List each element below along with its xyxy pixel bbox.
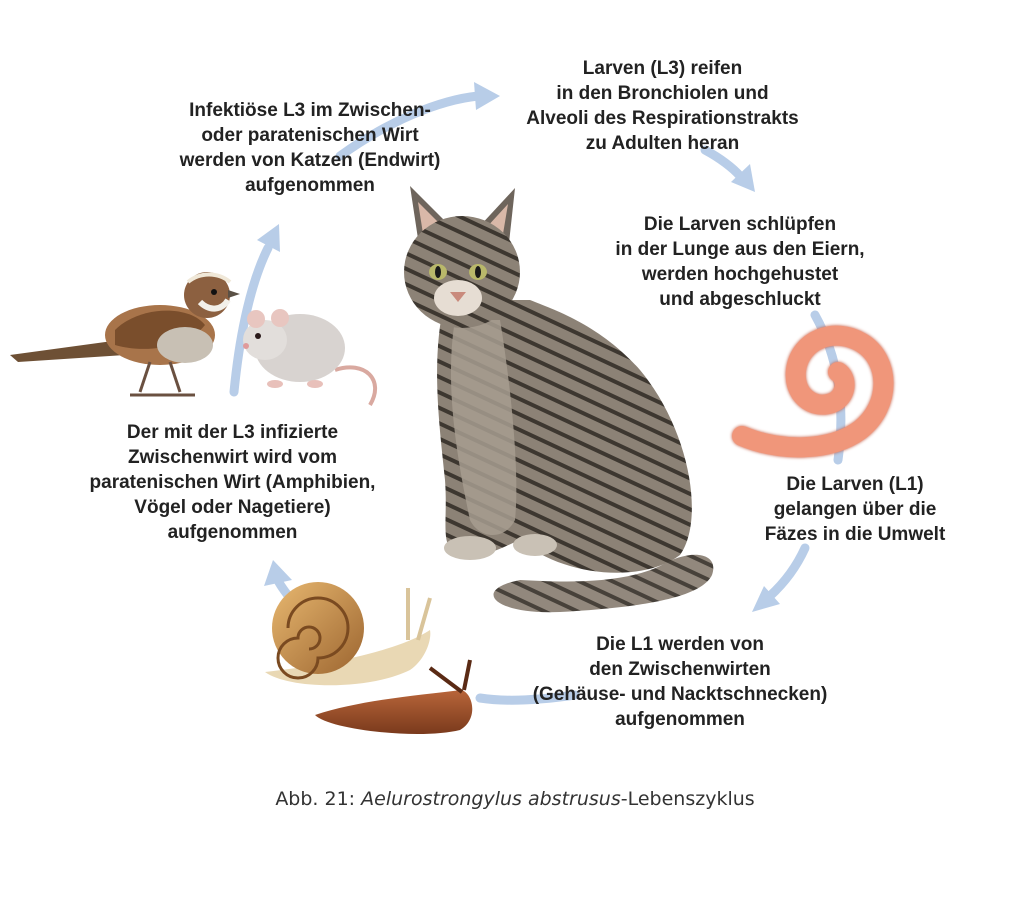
label-line: Vögel oder Nagetiere) xyxy=(134,497,331,518)
bird-leg xyxy=(130,362,195,395)
label-line: aufgenommen xyxy=(245,175,375,196)
cat-pupil xyxy=(435,266,441,278)
label-line: und abgeschluckt xyxy=(659,289,821,310)
label-line: Infektiöse L3 im Zwischen- xyxy=(189,100,431,121)
caption-suffix: -Lebenszyklus xyxy=(620,788,755,810)
label-line: Larven (L3) reifen xyxy=(582,58,743,79)
step-label-l1-feces xyxy=(740,472,970,547)
step-label-larvae-mature-in-lung xyxy=(500,56,825,156)
caption-species: Aelurostrongylus abstrusus xyxy=(361,788,621,810)
mouse-foot xyxy=(307,380,323,388)
label-line: in den Bronchiolen und xyxy=(556,83,769,104)
label-line: Der mit der L3 infizierte xyxy=(126,422,339,443)
label-line: gelangen über die xyxy=(773,499,937,520)
bird-image xyxy=(10,272,240,395)
mouse-nose xyxy=(243,343,249,349)
cat-paw xyxy=(444,536,496,560)
label-line: in der Lunge aus den Eiern, xyxy=(615,239,865,260)
label-line: Fäzes in die Umwelt xyxy=(764,524,946,545)
label-line: den Zwischenwirten xyxy=(589,659,771,680)
label-line: Die Larven schlüpfen xyxy=(643,214,837,235)
figure-caption xyxy=(0,788,1030,810)
bird-beak xyxy=(228,290,240,298)
cycle-arrowhead xyxy=(264,560,292,586)
larva-worm-image xyxy=(742,336,884,448)
mouse-foot xyxy=(267,380,283,388)
label-line: oder paratenischen Wirt xyxy=(201,125,419,146)
label-line: aufgenommen xyxy=(615,709,745,730)
caption-prefix: Abb. 21: xyxy=(275,788,362,810)
label-line: paratenischen Wirt (Amphibien, xyxy=(89,472,376,493)
mouse-tail xyxy=(335,367,375,405)
slug-tentacle xyxy=(430,660,470,692)
cycle-arrowhead xyxy=(474,82,500,110)
step-label-paratenic-host xyxy=(55,420,410,545)
mouse-image xyxy=(243,309,375,405)
label-line: Die L1 werden von xyxy=(596,634,764,655)
mouse-ear xyxy=(247,310,265,328)
cat-pupil xyxy=(475,266,481,278)
slug-body xyxy=(315,690,472,734)
step-label-intermediate-host xyxy=(510,632,850,732)
mouse-eye xyxy=(255,333,261,339)
label-line: Die Larven (L1) xyxy=(786,474,924,495)
bird-breast xyxy=(157,327,213,363)
label-line: werden von Katzen (Endwirt) xyxy=(179,150,441,171)
cycle-arrow-segment xyxy=(770,548,805,596)
label-line: Alveoli des Respirationstrakts xyxy=(526,108,799,129)
label-line: aufgenommen xyxy=(167,522,298,543)
snail-image xyxy=(265,582,430,685)
larva-worm xyxy=(742,336,884,448)
step-label-cat-infection xyxy=(150,98,470,198)
bird-eye xyxy=(211,289,217,295)
label-line: zu Adulten heran xyxy=(585,133,740,154)
label-line: werden hochgehustet xyxy=(641,264,839,285)
step-label-larvae-hatch xyxy=(605,212,875,312)
mouse-ear xyxy=(271,309,289,327)
cat-paw xyxy=(513,534,557,556)
label-line: (Gehäuse- und Nacktschnecken) xyxy=(532,684,828,705)
label-line: Zwischenwirt wird vom xyxy=(127,447,338,468)
